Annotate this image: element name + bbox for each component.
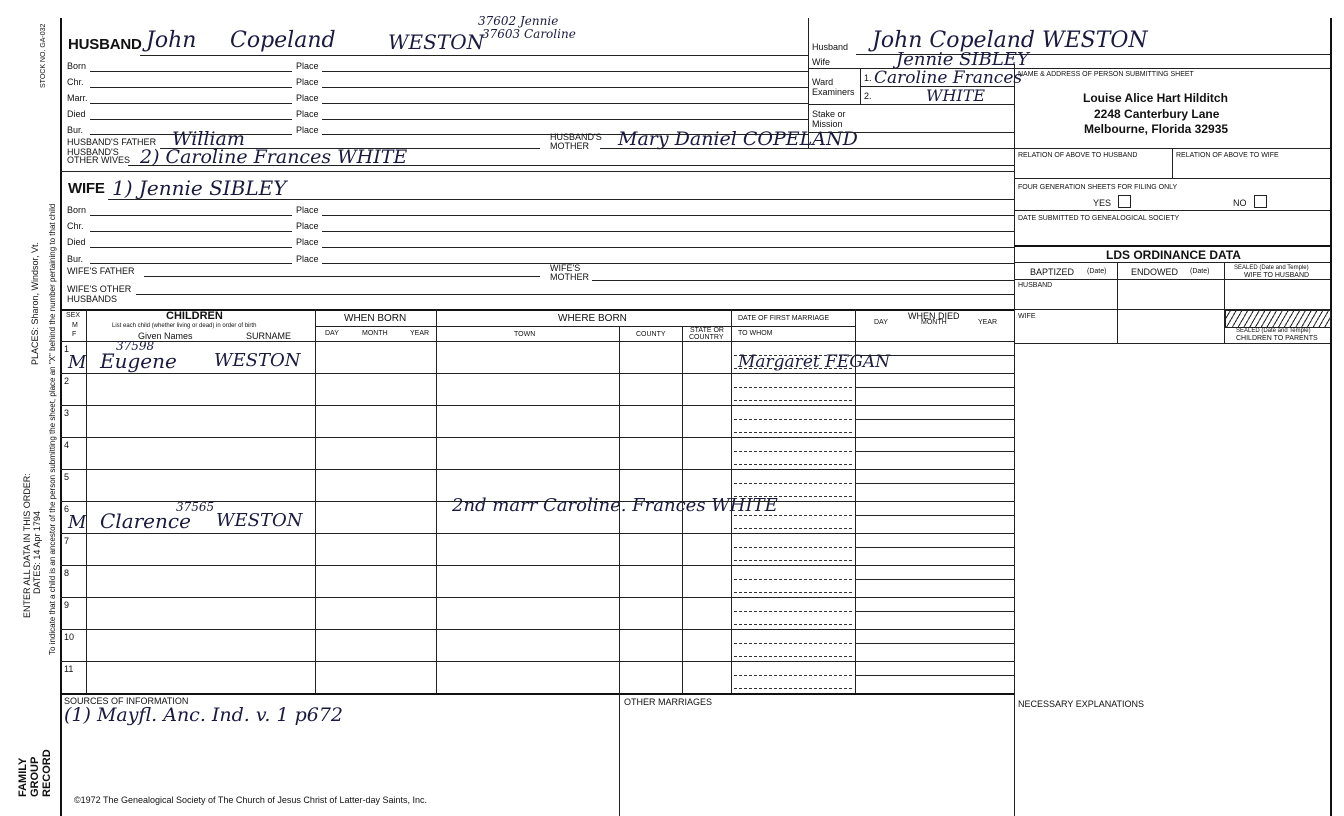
husband-id-note-1: 37602 Jennie [478, 14, 559, 28]
husband-id-note-2: 37603 Caroline [482, 27, 576, 41]
marriage-date-line [734, 643, 852, 644]
child-row-divider [60, 373, 1014, 374]
died-line [855, 515, 1014, 516]
died-bracket [855, 437, 856, 451]
husband-born-label: Born [67, 61, 87, 71]
col-born-day: DAY [325, 330, 339, 337]
husband-chr-label: Chr. [67, 77, 84, 87]
child-sex[interactable]: M [68, 512, 87, 533]
died-bracket [855, 373, 856, 387]
right-wife-value[interactable]: Jennie SIBLEY [896, 49, 1029, 70]
col-died-month: MONTH [921, 319, 947, 326]
wife-chr-place-label: Place [296, 221, 319, 231]
ancestor-instruction: To indicate that a child is an ancestor of the person submitting the sheet, place an "X" behind the number pertaining to that child [48, 203, 57, 655]
examiner-2-num: 2. [864, 91, 872, 101]
copyright: ©1972 The Genealogical Society of The Church of Jesus Christ of Latter-day Saints, Inc. [74, 795, 427, 805]
died-line [855, 451, 1014, 452]
record-title-3: RECORD [41, 749, 53, 797]
husband-bur-place-label: Place [296, 125, 319, 135]
examiners-label: Examiners [812, 87, 855, 97]
record-title-2: GROUP [29, 756, 41, 797]
marriage-date-line [734, 419, 852, 420]
husband-heading: HUSBAND [68, 36, 142, 53]
husband-died-place-label: Place [296, 109, 319, 119]
child-number: 9 [64, 600, 70, 610]
explanations-label: NECESSARY EXPLANATIONS [1018, 699, 1145, 709]
died-line [855, 419, 1014, 420]
husband-surname[interactable]: WESTON [388, 30, 485, 54]
col-sex: SEX [66, 312, 81, 319]
died-line [855, 483, 1014, 484]
child-row-divider [60, 661, 1014, 662]
died-line [855, 643, 1014, 644]
lds-wife-label: WIFE [1018, 313, 1036, 320]
husband-mother-label-2: MOTHER [550, 141, 589, 151]
child-row-divider [60, 629, 1014, 630]
child-row-divider [60, 597, 1014, 598]
child-row-divider [60, 437, 1014, 438]
husband-mother[interactable]: Mary Daniel COPELAND [618, 128, 858, 150]
died-bracket [855, 565, 856, 579]
col-when-died: WHEN DIED [908, 311, 960, 321]
died-bracket [855, 597, 856, 611]
marriage-to-whom-line [734, 400, 852, 401]
submitter-name: Louise Alice Hart Hilditch [1083, 91, 1228, 105]
sealed-wife-label-2: WIFE TO HUSBAND [1244, 272, 1310, 279]
no-label: NO [1233, 198, 1247, 208]
child-given-name[interactable]: Clarence [100, 509, 191, 533]
col-first-marriage: DATE OF FIRST MARRIAGE [738, 315, 830, 322]
child-id: 37565 [176, 500, 215, 514]
col-surname: SURNAME [246, 331, 292, 341]
marriage-date-line [734, 451, 852, 452]
marriage-date-line [734, 483, 852, 484]
record-title-1: FAMILY [17, 757, 29, 797]
relation-husband-label: RELATION OF ABOVE TO HUSBAND [1018, 152, 1138, 159]
no-checkbox[interactable] [1254, 195, 1267, 208]
baptized-label: BAPTIZED [1030, 267, 1075, 277]
child-given-name[interactable]: Eugene [100, 349, 177, 373]
four-gen-label: FOUR GENERATION SHEETS FOR FILING ONLY [1018, 184, 1178, 191]
wife-heading: WIFE [68, 180, 105, 197]
husband-father-label: HUSBAND'S FATHER [67, 137, 157, 147]
wife-died-place-label: Place [296, 237, 319, 247]
marriage-date-line [734, 675, 852, 676]
relation-wife-label: RELATION OF ABOVE TO WIFE [1176, 152, 1279, 159]
right-husband-label: Husband [812, 42, 849, 52]
husband-other-wives-label-1: HUSBAND'S [67, 147, 119, 157]
sources-value[interactable]: (1) Mayfl. Anc. Ind. v. 1 p672 [64, 704, 343, 726]
husband-given[interactable]: John [146, 28, 197, 53]
ward-label: Ward [812, 77, 834, 87]
child-number: 8 [64, 568, 70, 578]
wife-name[interactable]: 1) Jennie SIBLEY [112, 176, 287, 200]
died-line [855, 611, 1014, 612]
child-number: 4 [64, 440, 70, 450]
other-marriages-label: OTHER MARRIAGES [624, 697, 713, 707]
col-given-names: Given Names [138, 331, 193, 341]
child-number: 6 [64, 504, 70, 514]
died-bracket [855, 661, 856, 675]
right-husband-value[interactable]: John Copeland WESTON [872, 28, 1148, 53]
died-bracket [855, 533, 856, 547]
left-border [60, 18, 62, 816]
baptized-date-label: (Date) [1087, 268, 1107, 275]
enter-all-data: ENTER ALL DATA IN THIS ORDER: [22, 473, 32, 618]
col-died-year: YEAR [978, 319, 998, 326]
endowed-date-label: (Date) [1190, 268, 1210, 275]
col-children: CHILDREN [166, 310, 223, 322]
col-born-month: MONTH [362, 330, 388, 337]
marriage-to-whom-line [734, 432, 852, 433]
marriage-date-line [734, 611, 852, 612]
col-sex-f: F [72, 331, 77, 338]
wife-mother-label-1: WIFE'S [550, 263, 581, 273]
husband-middle[interactable]: Copeland [230, 28, 336, 53]
husband-marr-place-label: Place [296, 93, 319, 103]
col-when-born: WHEN BORN [344, 313, 407, 324]
marriage-date-line [734, 387, 852, 388]
dates-order: DATES: 14 Apr 1794 [32, 511, 42, 594]
child-number: 2 [64, 376, 70, 386]
col-sex-m: M [72, 322, 78, 329]
date-submitted-label: DATE SUBMITTED TO GENEALOGICAL SOCIETY [1018, 215, 1180, 222]
marriage-date-line [734, 547, 852, 548]
submitter-city: Melbourne, Florida 32935 [1084, 122, 1229, 136]
child-note[interactable]: 2nd marr Caroline. Frances WHITE [452, 495, 778, 516]
col-born-year: YEAR [410, 330, 430, 337]
child-sex[interactable]: M [68, 352, 87, 373]
died-bracket [855, 469, 856, 483]
sources-label: SOURCES OF INFORMATION [64, 696, 189, 706]
died-line [855, 579, 1014, 580]
child-row-divider [60, 469, 1014, 470]
marriage-to-whom-line [734, 464, 852, 465]
col-to-whom: TO WHOM [738, 330, 773, 337]
lds-husband-label: HUSBAND [1018, 282, 1053, 289]
husband-mother-label-1: HUSBAND'S [550, 132, 602, 142]
wife-other-husbands-label-1: WIFE'S OTHER [67, 284, 132, 294]
child-surname[interactable]: WESTON [214, 350, 301, 371]
submitter-street: 2248 Canterbury Lane [1094, 107, 1220, 121]
died-line [855, 387, 1014, 388]
col-children-instruction: List each child (whether living or dead) in order of birth [112, 323, 257, 329]
wife-bur-place-label: Place [296, 254, 319, 264]
wife-born-place-label: Place [296, 205, 319, 215]
wife-mother-label-2: MOTHER [550, 272, 589, 282]
sealed-wife-label-1: SEALED (Date and Temple) [1234, 265, 1309, 271]
died-bracket [855, 405, 856, 419]
husband-father[interactable]: William [172, 128, 245, 150]
husband-chr-place-label: Place [296, 77, 319, 87]
husband-marr-label: Marr. [67, 93, 88, 103]
stake-label-2: Mission [812, 119, 843, 129]
yes-checkbox[interactable] [1118, 195, 1131, 208]
child-id: 37598 [116, 339, 155, 353]
right-wife-label: Wife [812, 57, 830, 67]
child-surname[interactable]: WESTON [216, 510, 303, 531]
husband-bur-label: Bur. [67, 125, 84, 135]
child-row-divider [60, 405, 1014, 406]
sealed-children-label-1: SEALED (Date and Temple) [1236, 328, 1311, 334]
stock-number: STOCK NO. GA-032 [40, 23, 47, 88]
wife-born-label: Born [67, 205, 87, 215]
col-country: COUNTRY [689, 334, 724, 341]
husband-other-wives-label-2: OTHER WIVES [67, 155, 131, 165]
examiner-1-num: 1. [864, 73, 872, 83]
died-line [855, 547, 1014, 548]
child-row-divider [60, 565, 1014, 566]
husband-died-label: Died [67, 109, 86, 119]
husband-born-place-label: Place [296, 61, 319, 71]
places-order: PLACES: Sharon, Windsor, Vt. [30, 241, 40, 365]
child-number: 10 [64, 632, 75, 642]
yes-label: YES [1093, 198, 1112, 208]
marriage-date-line [734, 515, 852, 516]
right-border [1330, 18, 1332, 816]
wife-died-label: Died [67, 237, 86, 247]
examiner-1[interactable]: Caroline Frances [874, 68, 1023, 88]
col-died-day: DAY [874, 319, 888, 326]
marriage-to-whom-line [734, 688, 852, 689]
lds-hatched-cell [1225, 310, 1331, 328]
marriage-to-whom-line [734, 624, 852, 625]
wife-other-husbands-label-2: HUSBANDS [67, 294, 118, 304]
child-row-divider [60, 533, 1014, 534]
endowed-label: ENDOWED [1131, 267, 1178, 277]
child-number: 1 [64, 344, 70, 354]
child-number: 11 [64, 664, 74, 674]
marriage-to-whom-line [734, 592, 852, 593]
col-county: COUNTY [636, 331, 666, 338]
stake-label-1: Stake or [812, 109, 846, 119]
child-spouse[interactable]: Margaret FEGAN [738, 352, 891, 372]
examiner-2[interactable]: WHITE [926, 86, 986, 105]
col-state: STATE OR [690, 327, 724, 334]
marriage-date-line [734, 579, 852, 580]
husband-other-wives[interactable]: 2) Caroline Frances WHITE [140, 146, 408, 168]
child-number: 7 [64, 536, 70, 546]
child-number: 5 [64, 472, 70, 482]
lds-title: LDS ORDINANCE DATA [1106, 248, 1241, 262]
wife-father-label: WIFE'S FATHER [67, 266, 135, 276]
submitter-label: NAME & ADDRESS OF PERSON SUBMITTING SHEET [1018, 71, 1194, 78]
sealed-children-label-2: CHILDREN TO PARENTS [1236, 335, 1318, 342]
marriage-to-whom-line [734, 528, 852, 529]
wife-bur-label: Bur. [67, 254, 84, 264]
marriage-to-whom-line [734, 656, 852, 657]
col-where-born: WHERE BORN [558, 313, 627, 324]
divider-right-panel [1014, 64, 1015, 816]
died-bracket [855, 629, 856, 643]
died-line [855, 675, 1014, 676]
marriage-to-whom-line [734, 560, 852, 561]
died-bracket [855, 501, 856, 515]
wife-chr-label: Chr. [67, 221, 84, 231]
col-town: TOWN [514, 331, 536, 338]
child-number: 3 [64, 408, 70, 418]
